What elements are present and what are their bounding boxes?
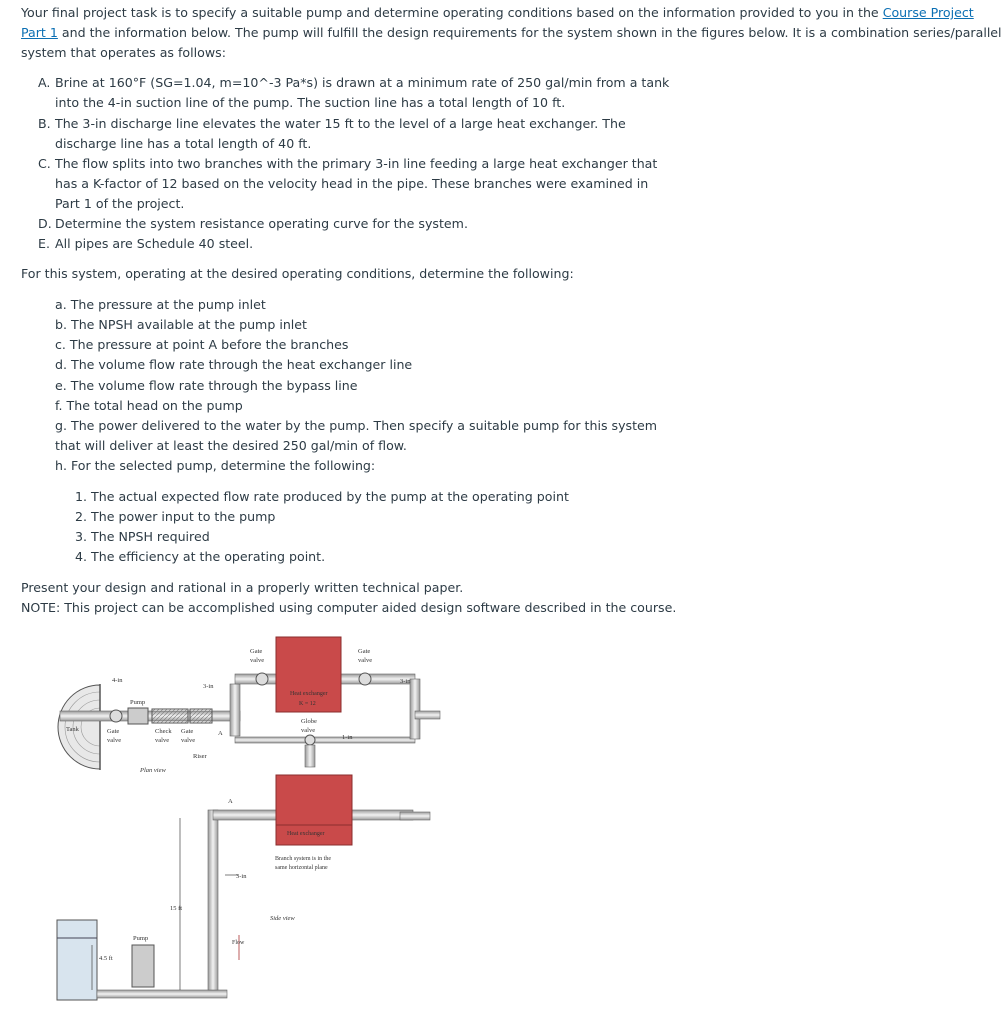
side-pump [132,945,154,987]
condition-c-label: C. [38,156,51,171]
plan-tank-label: Tank [66,726,79,733]
side-tank [57,920,97,1000]
question-d: d. The volume flow rate through the heat exchanger line [55,357,413,372]
plan-right-gate-label-2: valve [358,657,373,664]
course-project-part1-link[interactable]: Part 1 [21,25,58,40]
closing-line-1: Present your design and rational in a properly written technical paper. [21,580,464,595]
condition-e-line1: All pipes are Schedule 40 steel. [55,236,254,251]
plan-gate-valve [110,710,122,722]
plan-pump [128,708,148,724]
question-a: a. The pressure at the pump inlet [55,297,266,312]
piping-system-figure [0,630,948,1024]
plan-hx-label-2: K = 12 [299,701,316,707]
side-view [57,775,430,1000]
side-view-label: Side view [270,915,295,922]
plan-top-gate-valve [256,673,268,685]
plan-globe-valve [305,735,315,745]
condition-c-line1: The flow splits into two branches with the primary 3-in line feeding a large heat exchanger that [55,156,658,171]
plan-gate2-label-1: Gate [181,728,194,735]
side-3in-label: 3-in [236,873,247,880]
plan-globe-label-2: valve [301,727,316,734]
plan-4in-label: 4-in [112,677,123,684]
side-45ft-label: 4.5 ft [99,955,113,962]
condition-c-line2: has a K-factor of 12 based on the velocity head in the pipe. These branches were examined in [55,176,649,191]
intro-line-3: system that operates as follows: [21,45,226,60]
intro-text: Your final project task is to specify a suitable pump and determine operating conditions based on the information provided to you in the [21,5,883,20]
plan-right-gate-label-1: Gate [358,648,371,655]
subquestion-3: 3. The NPSH required [75,529,210,544]
intro-line-1 [21,3,974,23]
plan-gate-label-2: valve [107,737,122,744]
question-intro: For this system, operating at the desired operating conditions, determine the following: [21,266,574,281]
condition-d-line1: Determine the system resistance operating curve for the system. [55,216,468,231]
condition-a-line2: into the 4-in suction line of the pump. The suction line has a total length of 10 ft. [55,95,566,110]
plan-hx-label-1: Heat exchanger [290,691,328,697]
side-15ft-label: 15 ft [170,905,183,912]
plan-check-label-1: Check [155,728,172,735]
plan-top-gate-label-2: valve [250,657,265,664]
condition-a-label: A. [38,75,51,90]
condition-b-label: B. [38,116,51,131]
question-h: h. For the selected pump, determine the following: [55,458,376,473]
plan-right-gate-valve [359,673,371,685]
side-branch-label-1: Branch system is in the [275,856,331,862]
intro-line-2 [21,23,1002,43]
plan-top-gate-label-1: Gate [250,648,263,655]
side-riser-pipe [208,810,218,990]
side-flow-label: Flow [232,940,245,946]
plan-view [58,637,440,774]
side-point-a: A [228,798,233,805]
question-f: f. The total head on the pump [55,398,243,413]
plan-check-valve [152,709,188,723]
intro-text: and the information below. The pump will fulfill the design requirements for the system shown in the figures below. It is a combination series/parallel [57,25,1002,40]
plan-globe-label-1: Globe [301,718,317,725]
plan-view-label: Plan view [140,767,166,774]
condition-e-label: E. [38,236,50,251]
course-project-link[interactable]: Course Project [882,5,974,20]
plan-point-a: A [218,730,223,737]
closing-note: NOTE: This project can be accomplished using computer aided design software described in the course. [21,600,677,615]
side-pump-label: Pump [133,935,149,942]
side-hx-label: Heat exchanger [287,831,325,837]
question-e: e. The volume flow rate through the bypass line [55,378,358,393]
plan-riser-label: Riser [193,753,207,760]
question-g: g. The power delivered to the water by the pump. Then specify a suitable pump for this system [55,418,658,433]
plan-1in-label: 1-in [342,734,353,741]
question-c: c. The pressure at point A before the branches [55,337,349,352]
subquestion-4: 4. The efficiency at the operating point. [75,549,326,564]
plan-right-3in-label: 3-in [400,678,411,685]
plan-gate2-label-2: valve [181,737,196,744]
condition-b-line2: discharge line has a total length of 40 ft. [55,136,312,151]
plan-check-label-2: valve [155,737,170,744]
condition-b-line1: The 3-in discharge line elevates the water 15 ft to the level of a large heat exchanger. The [55,116,626,131]
subquestion-2: 2. The power input to the pump [75,509,276,524]
plan-suction-pipe [60,711,240,721]
subquestion-1: 1. The actual expected flow rate produced by the pump at the operating point [75,489,569,504]
plan-tank [58,685,100,769]
condition-d-label: D. [38,216,52,231]
condition-a-line1: Brine at 160°F (SG=1.04, m=10^-3 Pa*s) is drawn at a minimum rate of 250 gal/min from a tank [55,75,670,90]
plan-pump-label: Pump [130,699,146,706]
plan-gate-label-1: Gate [107,728,120,735]
question-b: b. The NPSH available at the pump inlet [55,317,307,332]
plan-gate-valve-2 [190,709,212,723]
question-g-cont: that will deliver at least the desired 250 gal/min of flow. [55,438,407,453]
condition-c-line3: Part 1 of the project. [55,196,185,211]
side-branch-label-2: same horizontal plane [275,865,328,871]
side-heat-exchanger [276,775,352,825]
plan-3in-label: 3-in [203,683,214,690]
